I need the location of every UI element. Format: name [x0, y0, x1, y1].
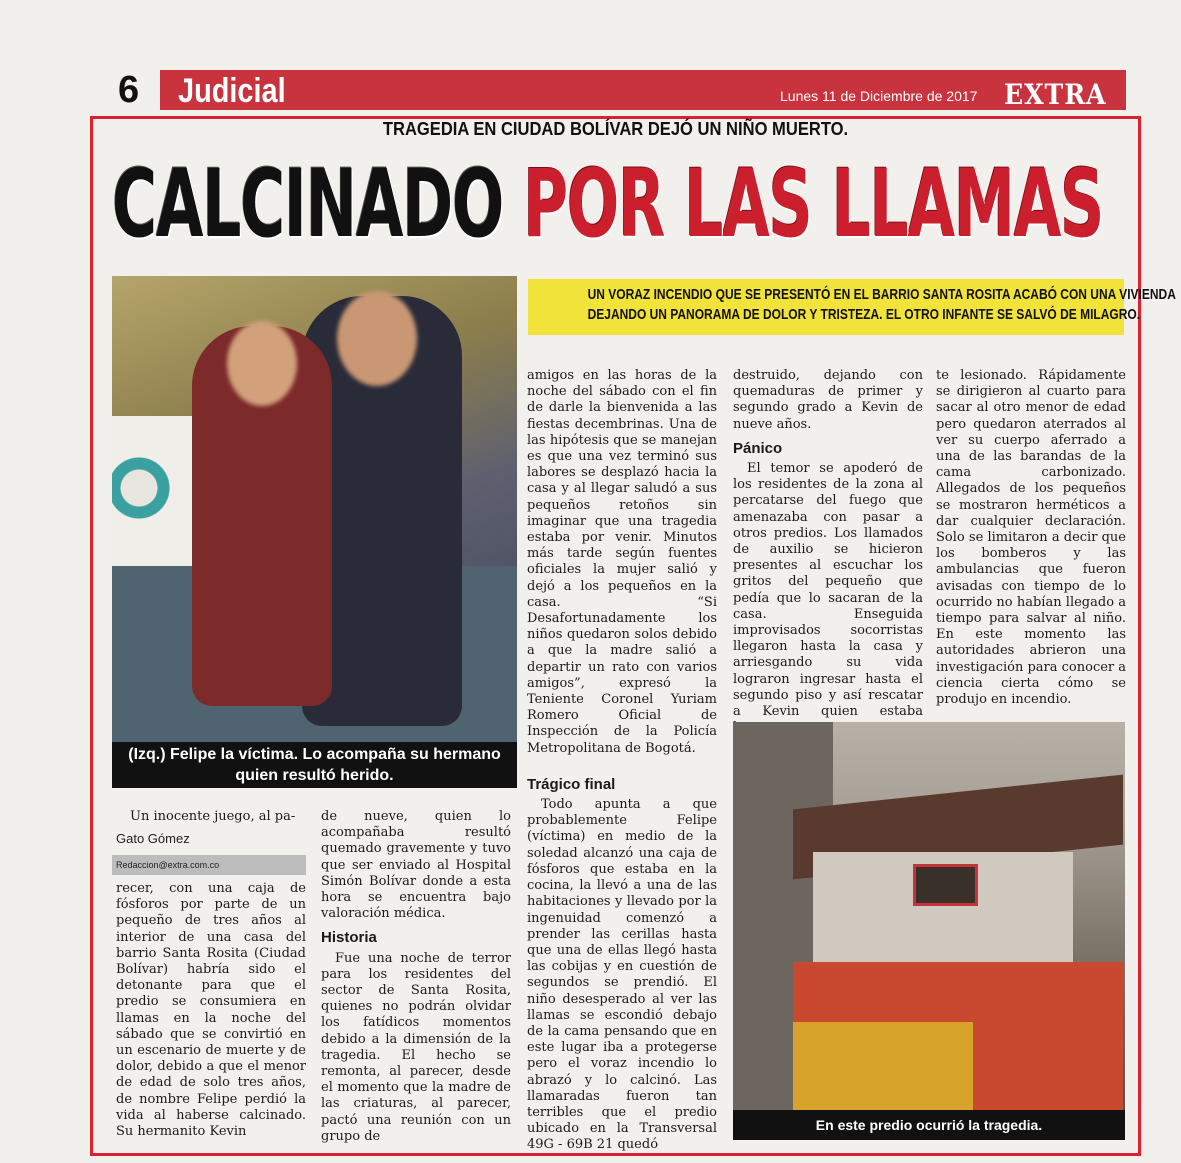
article-headline — [112, 150, 1104, 260]
issue-date: Lunes 11 de Diciembre de 2017 — [780, 88, 978, 104]
body-paragraph: Todo apunta a que probablemente Felipe (víctima) en medio de la soledad alcanzó una caja de fósforos que estaba en la cocina, la llevó a una de las habitaciones y llevado por la ingenuidad comenzó a prender las cerillas hasta que una de ellas llegó hasta las cobijas y en cuestión de segundos se prendió. El niño desesperado al ver las llamas se escondió debajo de la cama pensando que en este lugar iba a protegerse pero el voraz incendio lo abrazó y lo calcinó. Las llamaradas fueron tan terribles que el predio ubicado en la Transversal 49G - 69B 21 quedó — [527, 797, 717, 1153]
article-intro: Un inocente juego, al pa- — [130, 809, 296, 824]
subheading-panico: Pánico — [733, 439, 783, 457]
headline-black-part: CALCINADO — [112, 150, 504, 259]
body-paragraph: El temor se apoderó de los residentes de la zona al percatarse del fuego que amenazaba con pasar a otros predios. Los llamados de auxilio se hicieron presentes al escuchar los gritos del pequeño que pedía que lo sacaran de la casa. Enseguida improvisados socorristas llegaron hasta la casa y arriesgando su vida lograron ingresar hasta el segundo piso y así rescatar a Kevin quien estaba — [733, 461, 923, 720]
subheading-historia: Historia — [321, 929, 377, 947]
headline-red-part: POR LAS LLAMAS — [523, 150, 1104, 259]
article-deck — [528, 279, 1176, 335]
photo-children-caption: (Izq.) Felipe la víctima. Lo acompaña su hermano quien resultó herido. — [112, 742, 517, 788]
section-title: Judicial — [178, 72, 286, 110]
article-byline: Gato Gómez — [116, 831, 190, 846]
page-number: 6 — [112, 70, 160, 110]
subheading-tragico-final: Trágico final — [527, 775, 616, 793]
body-column-5 — [936, 368, 1126, 708]
photo-burned-house — [733, 722, 1125, 1110]
photo-house-caption: En este predio ocurrió la tragedia. — [733, 1110, 1125, 1140]
deck-line-1: UN VORAZ INCENDIO QUE SE PRESENTÓ EN EL BARRIO SANTA ROSITA ACABÓ CON UNA VIVIENDA — [587, 286, 1176, 303]
body-column-3 — [527, 368, 717, 1154]
photo-yellow-facade — [793, 1022, 973, 1110]
deck-line-2: DEJANDO UN PANORAMA DE DOLOR Y TRISTEZA. EL OTRO INFANTE SE SALVÓ DE MILAGRO. — [587, 306, 1141, 323]
body-paragraph: destruido, dejando con quemaduras de primer y segundo grado a Kevin de nueve años. — [733, 368, 923, 432]
photo-children — [112, 276, 517, 742]
photo-blurred-face — [227, 321, 297, 406]
author-email: Redaccion@extra.com.co — [112, 855, 306, 875]
body-paragraph: de nueve, quien lo acompañaba resultó quemado gravemente y tuvo que ser enviado al Hospital Simón Bolívar donde a esta hora se encuentra bajo valoración médica. — [321, 809, 511, 922]
photo-blurred-face — [337, 291, 417, 386]
body-paragraph: amigos en las horas de la noche del sábado con el fin de darle la bienvenida a las fiestas decembrinas. Una de las hipótesis que se manejan es que una vez terminó sus labores se desplazó hacia la casa y al llegar saludó a sus pequeños retoños sin imaginar que una tragedia estaba por venir. Minutos más tarde según fuentes oficiales la mujer salió y dejó a los pequeños en la casa. “Si Desafortunadamente los niños quedaron solos debido a que la madre salió a departir un rato con varios amigos”, expresó la Teniente Coronel Yuriam Romero Oficial de Inspección de la Policía Metropolitana de Bogotá. — [527, 368, 717, 756]
body-paragraph: recer, con una caja de fósforos por parte de un pequeño de tres años al interior de una casa del barrio Santa Rosita (Ciudad Bolívar) habría sido el detonante para que el predio se consumiera en llamas en la noche del sábado que se convirtió en un escenario de muerte y de dolor, debido a que el menor de edad de solo tres años, de nombre Felipe perdió la vida al haberse calcinado. Su hermanito Kevin — [116, 881, 306, 1140]
body-column-4 — [733, 368, 923, 736]
photo-burned-window — [913, 864, 978, 906]
body-paragraph: te lesionado. Rápidamente se dirigieron al cuarto para sacar al otro menor de edad pero quedaron aterrados al ver su cuerpo aferrado a una de las barandas de la cama carbonizado. Allegados de los pequeños se mostraron herméticos a dar cualquier declaración. Solo se limitaron a decir que los bomberos y las ambulancias que fueron avisadas con tiempo de lo ocurrido no habían llegado a tiempo para salvar al niño. En este momento las autoridades abrieron una investigación para conocer a ciencia cierta cómo se produjo en incendio. — [936, 368, 1127, 708]
article-kicker: TRAGEDIA EN CIUDAD BOLÍVAR DEJÓ UN NIÑO MUERTO. — [382, 119, 849, 139]
body-paragraph: Fue una noche de terror para los residentes del sector de Santa Rosita, quienes no podrán olvidar los fatídicos momentos debido a la dimensión de la tragedia. El hecho se remonta, al parecer, desde el momento que la madre de las criaturas, al parecer, pactó una reunión con un grupo de — [321, 950, 511, 1144]
newspaper-logo: EXTRA — [1004, 78, 1107, 111]
body-column-1 — [116, 881, 306, 1140]
body-column-2 — [321, 809, 511, 1145]
